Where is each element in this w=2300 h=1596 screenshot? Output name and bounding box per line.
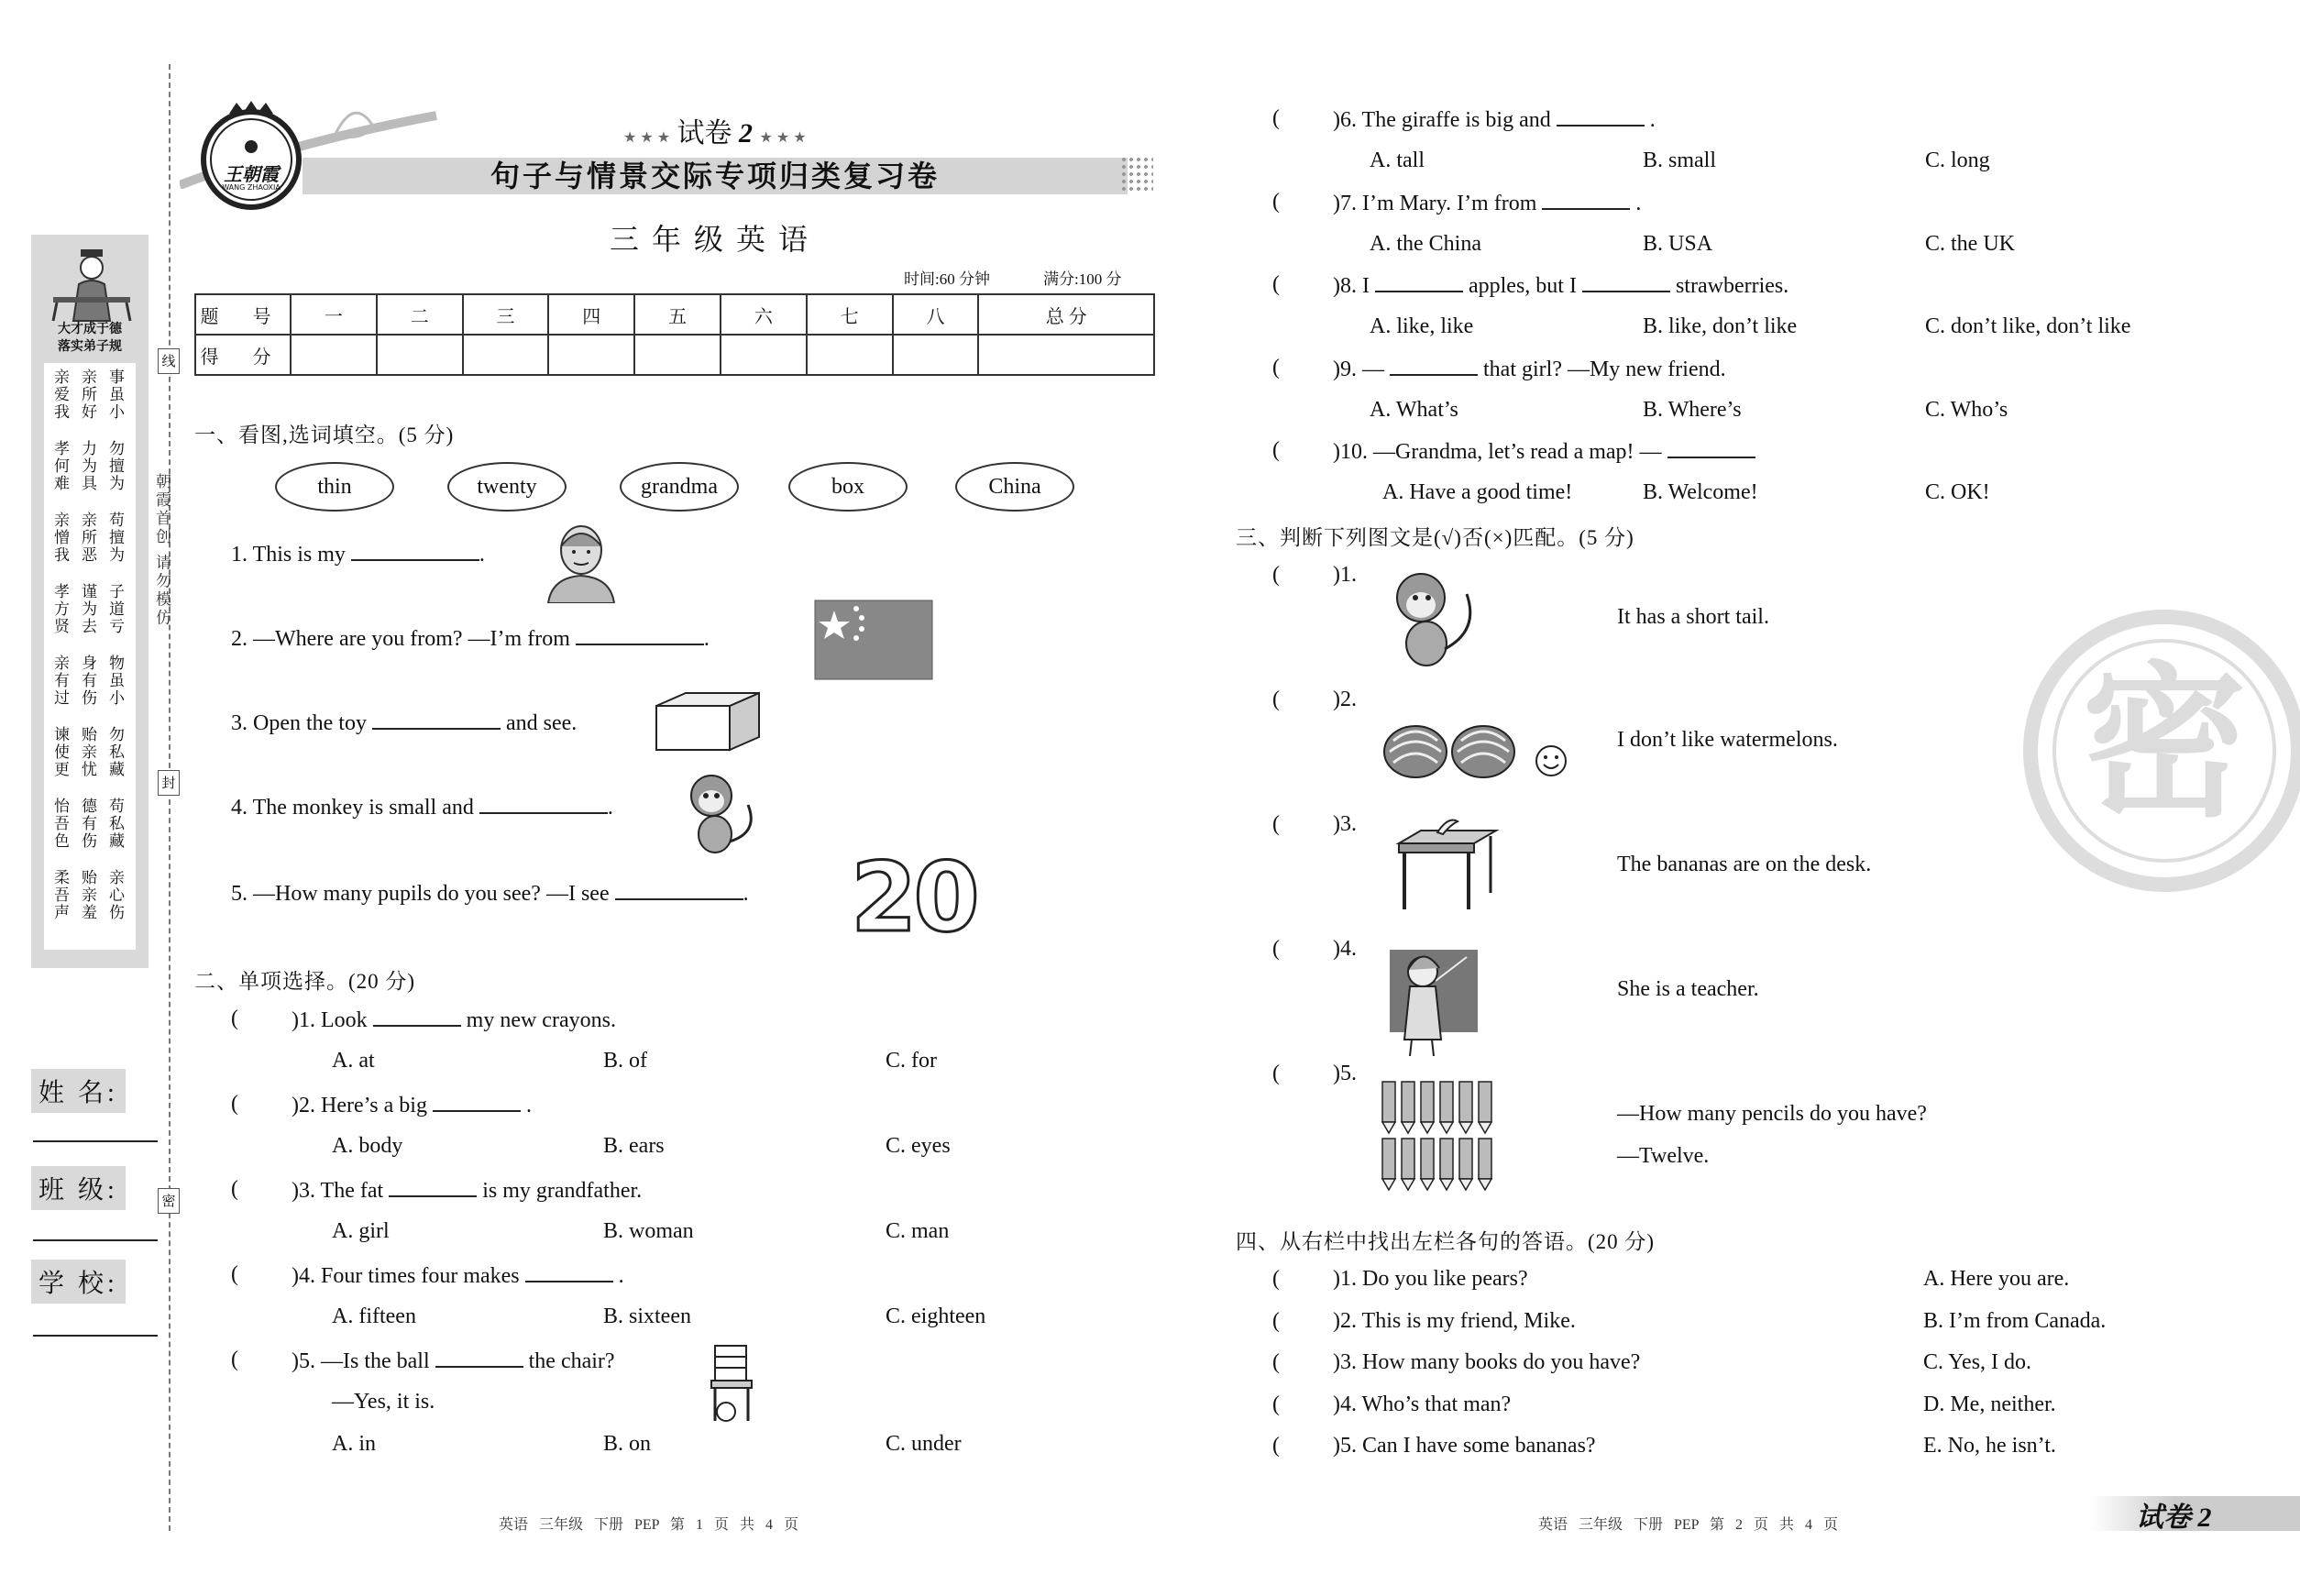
mc-paren: ( xyxy=(1272,106,1280,130)
motto-column: 怡吾色 xyxy=(51,798,69,850)
seal-box-line: 线 xyxy=(158,348,180,374)
mc-paren: ( xyxy=(231,1262,238,1286)
motto-column: 孝何难 xyxy=(51,440,69,492)
answer-blank[interactable] xyxy=(576,625,704,645)
fill-question-4: 4. The monkey is small and . xyxy=(231,796,613,820)
mc-option-b[interactable]: B. small xyxy=(1643,149,1717,172)
mc-option-a[interactable]: A. at xyxy=(332,1049,375,1073)
answer-blank[interactable] xyxy=(479,794,608,814)
pencil-icon xyxy=(1421,1139,1434,1190)
mc-paren: ( xyxy=(1272,438,1280,462)
motto-column: 力为具 xyxy=(79,440,96,492)
judge-paren: ( xyxy=(1272,812,1280,836)
score-cell[interactable] xyxy=(291,335,377,375)
mc-paren: ( xyxy=(1272,190,1280,214)
motto-column: 德有伤 xyxy=(79,798,96,850)
mc-question-line2: —Yes, it is. xyxy=(332,1390,435,1414)
mc-option-b[interactable]: B. like, don’t like xyxy=(1643,314,1798,338)
match-question: )5. Can I have some bananas? xyxy=(1333,1434,1596,1458)
mc-option-b[interactable]: B. woman xyxy=(603,1219,694,1243)
logo-subtext: WANG ZHAOXIA xyxy=(222,183,281,192)
mc-question-text: )7. I’m Mary. I’m from xyxy=(1333,192,1537,215)
judge-statement: —How many pencils do you have? xyxy=(1617,1102,1927,1126)
judge-number[interactable]: )2. xyxy=(1333,688,1357,711)
mc-option-a[interactable]: A. fifteen xyxy=(332,1304,416,1328)
exam-title: 句子与情景交际专项归类复习卷 xyxy=(490,160,940,193)
judge-statement: I don’t like watermelons. xyxy=(1617,728,1838,752)
score-col: 七 xyxy=(807,294,893,335)
word-cloud: grandma xyxy=(620,462,739,512)
judge-number[interactable]: )3. xyxy=(1333,812,1357,836)
class-label: 班 级: xyxy=(31,1166,126,1210)
judge-paren: ( xyxy=(1272,1062,1280,1085)
answer-blank[interactable] xyxy=(1667,438,1755,458)
mc-option-c[interactable]: C. Who’s xyxy=(1925,398,2008,422)
judge-number[interactable]: )5. xyxy=(1333,1062,1357,1085)
mc-option-a[interactable]: A. body xyxy=(332,1134,403,1158)
motto-bottom: 落实弟子规 xyxy=(58,340,122,354)
judge-statement-line2: —Twelve. xyxy=(1617,1144,1710,1168)
mc-option-b[interactable]: B. Welcome! xyxy=(1643,480,1758,504)
score-cell[interactable] xyxy=(548,335,634,375)
pencil-icon xyxy=(1402,1139,1414,1190)
score-col: 八 xyxy=(893,294,979,335)
mc-question xyxy=(292,1262,624,1289)
mc-paren: ( xyxy=(231,1177,238,1201)
seal-char: 密 xyxy=(2081,648,2247,840)
mc-option-b[interactable]: B. of xyxy=(603,1049,647,1073)
motto-column: 勿私藏 xyxy=(106,726,124,778)
motto-column: 亲所恶 xyxy=(79,512,96,564)
pencil-icon xyxy=(1479,1082,1491,1133)
mc-question-text: )8. I xyxy=(1333,274,1370,298)
mc-option-c[interactable]: C. man xyxy=(886,1219,950,1243)
fill-question-1: 1. This is my . xyxy=(231,543,485,567)
answer-blank[interactable] xyxy=(373,1007,461,1027)
desk-bananas-picture xyxy=(1392,816,1502,911)
mc-question-mid: apples, but I xyxy=(1468,274,1577,298)
mc-question xyxy=(1333,438,1755,465)
score-col: 四 xyxy=(548,294,634,335)
mc-question-rest: . xyxy=(1635,192,1642,215)
judge-number[interactable]: )4. xyxy=(1333,937,1357,961)
answer-blank[interactable] xyxy=(389,1177,477,1197)
score-row-label: 题 号 xyxy=(195,294,291,335)
fill-question-3: 3. Open the toy and see. xyxy=(231,711,578,735)
motto-column: 亲憎我 xyxy=(51,512,69,564)
mc-option-c[interactable]: C. under xyxy=(886,1432,962,1456)
mc-paren: ( xyxy=(231,1348,238,1371)
motto-column: 亲爱我 xyxy=(51,369,69,421)
mc-option-a[interactable]: A. girl xyxy=(332,1219,390,1243)
number-twenty-picture: 20 xyxy=(851,842,976,953)
mc-question-rest: . xyxy=(618,1264,624,1288)
pencil-icon xyxy=(1382,1139,1395,1190)
answer-blank[interactable] xyxy=(351,541,479,561)
judge-statement: The bananas are on the desk. xyxy=(1617,853,1872,876)
mc-question-rest: strawberries. xyxy=(1675,274,1789,298)
match-answer[interactable]: D. Me, neither. xyxy=(1923,1392,2056,1416)
match-paren: ( xyxy=(1272,1392,1280,1416)
pencil-icon xyxy=(1402,1082,1414,1133)
score-cell[interactable] xyxy=(893,335,979,375)
motto-column: 贻亲羞 xyxy=(79,869,96,921)
paper-number: 2 xyxy=(739,118,754,149)
mc-question-text: )10. —Grandma, let’s read a map! — xyxy=(1333,440,1662,464)
section-1-heading: 一、看图,选词填空。(5 分) xyxy=(194,424,455,446)
word-cloud: China xyxy=(955,462,1074,512)
mc-option-c[interactable]: C. eyes xyxy=(886,1134,951,1158)
class-input-line[interactable] xyxy=(33,1239,158,1241)
motto-column: 谏使更 xyxy=(51,726,69,778)
mc-paren: ( xyxy=(231,1007,238,1030)
brand-logo xyxy=(196,101,306,211)
pencil-icon xyxy=(1440,1082,1453,1133)
mc-option-a[interactable]: A. in xyxy=(332,1432,376,1456)
answer-blank[interactable] xyxy=(525,1262,613,1282)
score-row-label: 得 分 xyxy=(195,335,291,375)
school-label: 学 校: xyxy=(31,1260,126,1304)
mc-option-c[interactable]: C. for xyxy=(886,1049,937,1073)
time-info: 时间:60 分钟 xyxy=(904,270,990,288)
mc-paren: ( xyxy=(1272,272,1280,296)
name-label: 姓 名: xyxy=(31,1069,126,1113)
score-cell[interactable] xyxy=(978,335,1154,375)
score-cell[interactable] xyxy=(377,335,463,375)
mc-question-text: )3. The fat xyxy=(292,1179,384,1203)
answer-blank[interactable] xyxy=(433,1092,521,1112)
answer-blank[interactable] xyxy=(1542,190,1630,210)
mc-question-rest: is my grandfather. xyxy=(482,1179,643,1203)
confucius-icon xyxy=(46,244,138,326)
match-paren: ( xyxy=(1272,1267,1280,1291)
mc-option-a[interactable]: A. What’s xyxy=(1370,398,1458,422)
seal-box-seal: 封 xyxy=(158,770,180,796)
motto-column: 苟私藏 xyxy=(106,798,124,850)
subject-title: 三年级英语 xyxy=(609,223,820,256)
word-cloud: twenty xyxy=(447,462,567,512)
mc-question-text: )9. — xyxy=(1333,358,1384,381)
mc-option-a[interactable]: A. Have a good time! xyxy=(1382,480,1573,504)
answer-blank[interactable] xyxy=(435,1348,523,1368)
mc-paren: ( xyxy=(1272,356,1280,380)
word-cloud: box xyxy=(788,462,908,512)
mc-question-text: )2. Here’s a big xyxy=(292,1094,427,1117)
mc-option-b[interactable]: B. sixteen xyxy=(603,1304,691,1328)
motto-column: 亲所好 xyxy=(79,369,96,421)
seal-box-secret: 密 xyxy=(158,1188,180,1214)
grandma-picture xyxy=(539,523,623,603)
word-cloud: thin xyxy=(275,462,394,512)
judge-number[interactable]: )1. xyxy=(1333,563,1357,587)
answer-blank[interactable] xyxy=(1582,272,1670,292)
match-question: )3. How many books do you have? xyxy=(1333,1350,1641,1374)
mc-question xyxy=(292,1092,532,1118)
mc-question-rest: . xyxy=(525,1094,532,1117)
fill-question-5: 5. —How many pupils do you see? —I see . xyxy=(231,882,749,906)
judge-statement: It has a short tail. xyxy=(1617,605,1769,629)
match-answer[interactable]: B. I’m from Canada. xyxy=(1923,1309,2107,1333)
sidebar-motto-grid xyxy=(51,369,134,946)
vertical-note: 朝霞首创 请勿模仿 xyxy=(152,473,171,628)
name-input-line[interactable] xyxy=(33,1140,158,1142)
mc-question xyxy=(1333,190,1641,216)
pencil-icon xyxy=(1440,1139,1453,1190)
fill-question-2: 2. —Where are you from? —I’m from . xyxy=(231,627,710,651)
score-cell[interactable] xyxy=(721,335,807,375)
mc-question-rest: . xyxy=(1649,108,1656,132)
motto-top: 大才成于德 xyxy=(58,323,122,336)
score-table xyxy=(194,293,1155,376)
match-paren: ( xyxy=(1272,1350,1280,1374)
mc-option-a[interactable]: A. the China xyxy=(1370,232,1481,256)
pencil-icon xyxy=(1459,1139,1472,1190)
score-col: 六 xyxy=(721,294,807,335)
answer-blank[interactable] xyxy=(1375,272,1463,292)
score-col-total: 总 分 xyxy=(978,294,1154,335)
mc-question xyxy=(292,1348,615,1374)
motto-column: 勿擅为 xyxy=(106,440,124,492)
mc-paren: ( xyxy=(231,1092,238,1116)
motto-column: 谨为去 xyxy=(79,583,96,635)
section-4-heading: 四、从右栏中找出左栏各句的答语。(20 分) xyxy=(1236,1230,1656,1253)
motto-column: 身有伤 xyxy=(79,655,96,707)
motto-column: 柔吾声 xyxy=(51,869,69,921)
motto-column: 贻亲忧 xyxy=(79,726,96,778)
paper-tab-label: 试卷 2 xyxy=(2136,1502,2212,1533)
mc-question-rest: my new crayons. xyxy=(466,1008,616,1032)
cut-line xyxy=(169,64,171,1531)
mc-option-a[interactable]: A. tall xyxy=(1370,149,1425,172)
answer-blank[interactable] xyxy=(1390,356,1478,376)
watermelons-picture xyxy=(1381,722,1569,783)
motto-column: 亲心伤 xyxy=(106,869,124,921)
answer-blank[interactable] xyxy=(615,880,743,900)
mc-question xyxy=(292,1177,642,1204)
teacher-picture xyxy=(1390,944,1478,1058)
seal-watermark-icon xyxy=(2022,609,2300,893)
right-page-footer: 英语 三年级 下册 PEP 第 2 页 共 4 页 xyxy=(1538,1517,1838,1533)
mc-option-b[interactable]: B. USA xyxy=(1643,232,1713,256)
chair-picture xyxy=(706,1344,761,1423)
section-3-heading: 三、判断下列图文是(√)否(×)匹配。(5 分) xyxy=(1236,526,1634,549)
mc-question-text: )5. —Is the ball xyxy=(292,1349,430,1373)
motto-column: 子道亏 xyxy=(106,583,124,635)
score-col: 二 xyxy=(377,294,463,335)
pencils-picture xyxy=(1379,1080,1498,1192)
mc-question-rest: the chair? xyxy=(528,1349,615,1373)
mc-option-c[interactable]: C. long xyxy=(1925,149,1990,172)
mc-question xyxy=(292,1007,616,1033)
score-col: 三 xyxy=(463,294,549,335)
left-page-footer: 英语 三年级 下册 PEP 第 1 页 共 4 页 xyxy=(499,1517,798,1533)
china-flag-picture xyxy=(814,600,933,680)
match-paren: ( xyxy=(1272,1309,1280,1333)
paper-label: 试卷 xyxy=(677,118,732,149)
section-2-heading: 二、单项选择。(20 分) xyxy=(194,970,416,993)
score-col: 五 xyxy=(634,294,721,335)
full-mark-info: 满分:100 分 xyxy=(1043,270,1122,288)
mc-option-c[interactable]: C. don’t like, don’t like xyxy=(1925,314,2131,338)
mc-option-b[interactable]: B. Where’s xyxy=(1643,398,1742,422)
school-input-line[interactable] xyxy=(33,1335,158,1337)
score-cell[interactable] xyxy=(634,335,721,375)
logo-text: 王朝霞 xyxy=(224,165,279,185)
match-question: )1. Do you like pears? xyxy=(1333,1267,1528,1291)
judge-paren: ( xyxy=(1272,937,1280,961)
judge-paren: ( xyxy=(1272,688,1280,711)
mc-question xyxy=(1333,106,1656,133)
paper-badge: ★ ★ ★ 试卷 2 ★ ★ ★ xyxy=(623,118,807,149)
mc-question xyxy=(1333,272,1788,299)
mc-question xyxy=(1333,356,1726,382)
answer-blank[interactable] xyxy=(1557,106,1645,127)
mc-option-c[interactable]: C. OK! xyxy=(1925,480,1990,504)
pencil-icon xyxy=(1459,1082,1472,1133)
mc-option-c[interactable]: C. eighteen xyxy=(886,1304,986,1328)
match-question: )4. Who’s that man? xyxy=(1333,1392,1512,1416)
motto-column: 物虽小 xyxy=(106,655,124,707)
mc-option-a[interactable]: A. like, like xyxy=(1370,314,1474,338)
monkey-picture xyxy=(675,768,766,860)
score-cell[interactable] xyxy=(463,335,549,375)
match-question: )2. This is my friend, Mike. xyxy=(1333,1309,1576,1333)
mc-option-b[interactable]: B. ears xyxy=(603,1134,665,1158)
score-col: 一 xyxy=(291,294,377,335)
motto-column: 孝方贤 xyxy=(51,583,69,635)
match-answer[interactable]: C. Yes, I do. xyxy=(1923,1350,2032,1374)
mc-question-text: )1. Look xyxy=(292,1008,368,1032)
box-picture xyxy=(653,689,763,752)
pencil-icon xyxy=(1421,1082,1434,1133)
pencil-icon xyxy=(1382,1082,1395,1133)
motto-column: 亲有过 xyxy=(51,655,69,707)
mc-question-text: )4. Four times four makes xyxy=(292,1264,520,1288)
answer-blank[interactable] xyxy=(372,710,501,730)
match-paren: ( xyxy=(1272,1434,1280,1458)
mc-question-rest: that girl? —My new friend. xyxy=(1483,358,1726,381)
monkey-picture xyxy=(1382,567,1483,673)
motto-column: 苟擅为 xyxy=(106,512,124,564)
motto-column: 事虽小 xyxy=(106,369,124,421)
match-answer[interactable]: A. Here you are. xyxy=(1923,1267,2070,1291)
pencil-icon xyxy=(1479,1139,1491,1190)
match-answer[interactable]: E. No, he isn’t. xyxy=(1923,1434,2056,1458)
mc-option-b[interactable]: B. on xyxy=(603,1432,652,1456)
mc-option-c[interactable]: C. the UK xyxy=(1925,232,2015,256)
score-cell[interactable] xyxy=(807,335,893,375)
judge-statement: She is a teacher. xyxy=(1617,977,1759,1001)
mc-question-text: )6. The giraffe is big and xyxy=(1333,108,1551,132)
judge-paren: ( xyxy=(1272,563,1280,587)
